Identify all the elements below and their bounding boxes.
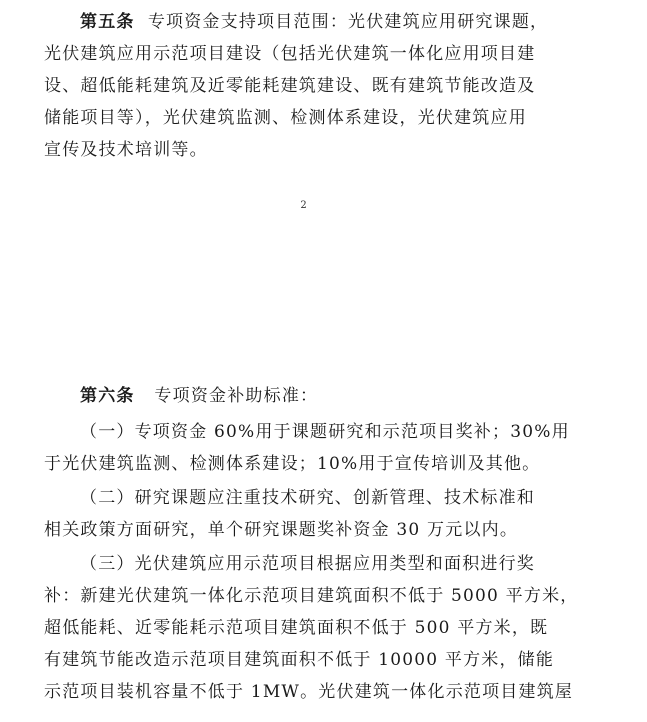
paragraph-line: （三）光伏建筑应用示范项目根据应用类型和面积进行奖 [80, 554, 535, 574]
paragraph-line: 补：新建光伏建筑一体化示范项目建筑面积不低于 5000 平方米， [44, 586, 579, 606]
paragraph-line: 超低能耗、近零能耗示范项目建筑面积不低于 500 平方米，既 [44, 618, 549, 638]
paragraph-line: （一）专项资金 60%用于课题研究和示范项目奖补；30%用 [80, 422, 570, 442]
article-6-title: 专项资金补助标准： [154, 386, 319, 406]
article-5-first-line [44, 6, 604, 38]
article-6 [44, 380, 604, 708]
article-5-text-line: 设、超低能耗建筑及近零能耗建筑建设、既有建筑节能改造及 [44, 76, 536, 96]
article-5-text-line: 储能项目等），光伏建筑监测、检测体系建设，光伏建筑应用 [44, 108, 527, 128]
article-6-heading: 第六条 [80, 386, 135, 406]
paragraph-line: （二）研究课题应注重技术研究、创新管理、技术标准和 [80, 488, 535, 508]
paragraph-line: 于光伏建筑监测、检测体系建设；10%用于宣传培训及其他。 [44, 454, 541, 474]
article-5-text-line: 光伏建筑应用示范项目建设（包括光伏建筑一体化应用项目建 [44, 44, 536, 64]
article-5-heading: 第五条 [80, 12, 135, 32]
paragraph-line: 相关政策方面研究，单个研究课题奖补资金 30 万元以内。 [44, 520, 519, 540]
article-6-first-line [44, 380, 604, 412]
paragraph-line: 示范项目装机容量不低于 1MW。光伏建筑一体化示范项目建筑屋 [44, 682, 574, 702]
paragraph-line: 有建筑节能改造示范项目建筑面积不低于 10000 平方米，储能 [44, 650, 555, 670]
page-number: 2 [300, 200, 307, 211]
article-5-text-line: 宣传及技术培训等。 [44, 140, 208, 160]
article-5 [44, 6, 604, 166]
article-5-text-line: 专项资金支持项目范围：光伏建筑应用研究课题， [147, 12, 549, 32]
